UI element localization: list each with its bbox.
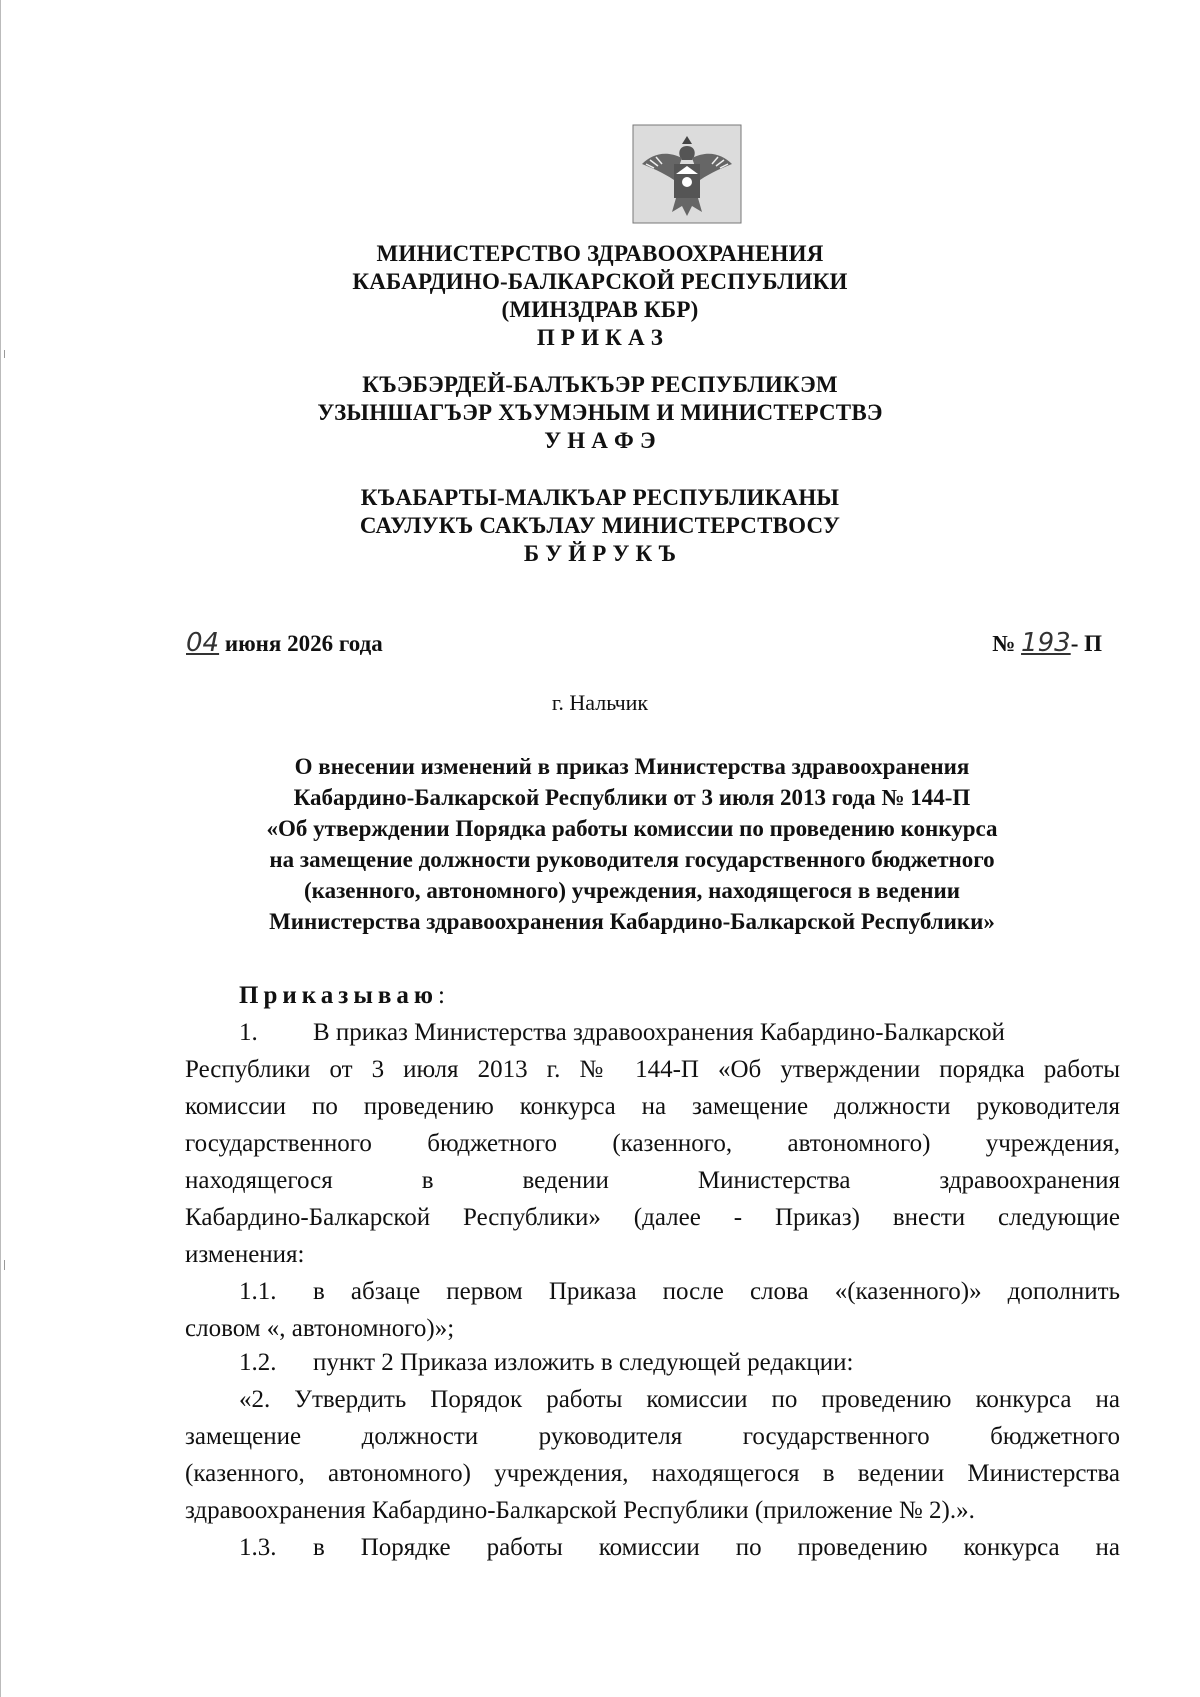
ministry-header-ru <box>0 240 1200 352</box>
title-line: Министерства здравоохранения Кабардино-Балкарской Республики» <box>269 909 995 934</box>
order-body <box>185 978 1120 1567</box>
title-line: Кабардино-Балкарской Республики от 3 июля 2013 года № 144-П <box>293 785 971 810</box>
paragraph-number: 1.3. <box>239 1534 277 1561</box>
paragraph-line: словом «, автономного)»; <box>185 1315 455 1342</box>
order-heading-kbd: У Н А Ф Э <box>544 428 656 453</box>
order-number <box>992 628 1102 658</box>
paragraph-1-1 <box>185 1274 1120 1311</box>
paragraph-1-2 <box>185 1345 1120 1382</box>
paragraph-1-3 <box>185 1530 1120 1567</box>
order-date <box>186 628 383 658</box>
city-name: г. Нальчик <box>551 690 649 715</box>
number-suffix: - П <box>1070 631 1102 656</box>
scan-mark <box>4 1260 5 1270</box>
quoted-line: «2. Утвердить Порядок работы комиссии по проведению конкурса на <box>239 1386 1120 1413</box>
ministry-abbrev: (МИНЗДРАВ КБР) <box>501 297 699 322</box>
paragraph-number: 1.1. <box>239 1278 277 1305</box>
title-line: О внесении изменений в приказ Министерства здравоохранения <box>294 754 970 779</box>
ministry-name-line: КЪЭБЭРДЕЙ-БАЛЪКЪЭР РЕСПУБЛИКЭМ <box>362 372 838 397</box>
ministry-header-kbd <box>0 371 1200 455</box>
coat-of-arms-emblem <box>632 124 742 224</box>
paragraph-1 <box>185 1015 1120 1052</box>
handwritten-number: 193 <box>1021 628 1071 658</box>
number-sign: № <box>992 631 1016 656</box>
title-line: «Об утверждении Порядка работы комиссии по проведению конкурса <box>266 816 998 841</box>
ministry-name-line: КАБАРДИНО-БАЛКАРСКОЙ РЕСПУБЛИКИ <box>352 269 848 294</box>
paragraph-line: Республики от 3 июля 2013 г. № 144-П «Об утверждении порядка работы <box>185 1056 1120 1083</box>
ministry-name-line: КЪАБАРТЫ-МАЛКЪАР РЕСПУБЛИКАНЫ <box>360 485 840 510</box>
paragraph-line: изменения: <box>185 1241 305 1268</box>
paragraph-text: в Порядке работы комиссии по проведению конкурса на <box>313 1534 1120 1561</box>
order-colon: : <box>437 982 445 1009</box>
paragraph-line: находящегося в ведении Министерства здравоохранения <box>185 1167 1120 1194</box>
order-word: Приказываю <box>239 982 438 1009</box>
title-line: (казенного, автономного) учреждения, находящегося в ведении <box>304 878 960 903</box>
paragraph-number: 1. <box>239 1019 258 1046</box>
ministry-name-line: МИНИСТЕРСТВО ЗДРАВООХРАНЕНИЯ <box>376 241 824 266</box>
ministry-name-line: УЗЫНШАГЪЭР ХЪУМЭНЫМ И МИНИСТЕРСТВЭ <box>317 400 883 425</box>
date-text: июня 2026 года <box>224 631 383 656</box>
handwritten-day: 04 <box>186 628 220 658</box>
paragraph-text: В приказ Министерства здравоохранения Кабардино-Балкарской <box>313 1019 1005 1046</box>
title-line: на замещение должности руководителя государственного бюджетного <box>269 847 995 872</box>
order-heading-krc: Б У Й Р У К Ъ <box>523 541 677 566</box>
quoted-line: замещение должности руководителя государственного бюджетного <box>185 1423 1120 1450</box>
order-heading-ru: П Р И К А З <box>536 325 664 350</box>
paragraph-line: комиссии по проведению конкурса на замещение должности руководителя <box>185 1093 1120 1120</box>
ministry-name-line: САУЛУКЪ САКЪЛАУ МИНИСТЕРСТВОСУ <box>359 513 841 538</box>
order-title <box>180 751 1084 937</box>
ministry-header-krc <box>0 484 1200 568</box>
paragraph-line: Кабардино-Балкарской Республики» (далее - Приказ) внести следующие <box>185 1204 1120 1231</box>
quoted-line: (казенного, автономного) учреждения, находящегося в ведении Министерства <box>185 1460 1120 1487</box>
paragraph-line: государственного бюджетного (казенного, автономного) учреждения, <box>185 1130 1120 1157</box>
quoted-line: здравоохранения Кабардино-Балкарской Республики (приложение № 2).». <box>185 1497 975 1524</box>
order-directive <box>185 978 1120 1015</box>
paragraph-text: в абзаце первом Приказа после слова «(казенного)» дополнить <box>313 1278 1120 1305</box>
paragraph-number: 1.2. <box>239 1349 277 1376</box>
paragraph-text: пункт 2 Приказа изложить в следующей редакции: <box>313 1349 854 1376</box>
